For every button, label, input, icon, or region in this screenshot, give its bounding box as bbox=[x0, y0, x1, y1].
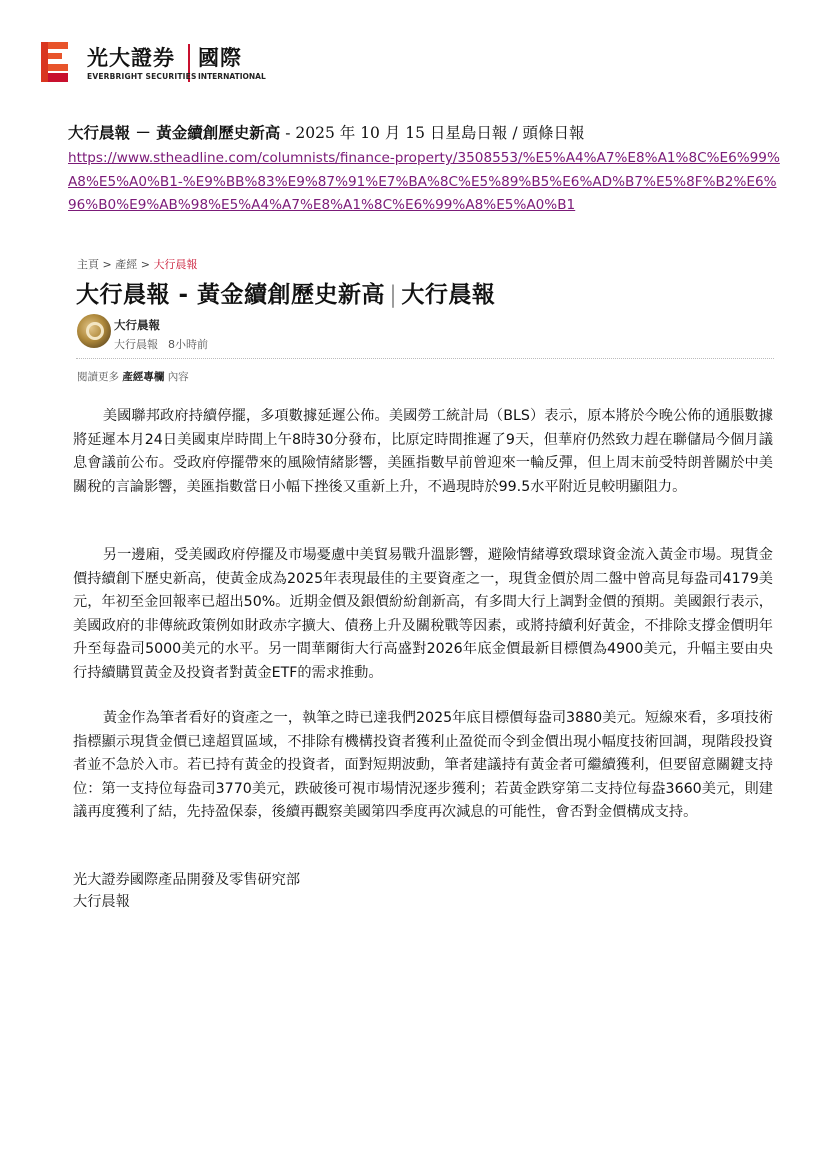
report-title: 大行晨報 － 黃金續創歷史新高 bbox=[68, 124, 281, 142]
body-paragraph-1: 美國聯邦政府持續停擺，多項數據延遲公佈。美國勞工統計局（BLS）表示，原本將於今晚公佈的通脹數據將延遲本月24日美國東岸時間上午8時30分發布，比原定時間推遲了9天，但華府仍然致力趕在聯儲局今個月議息會議前公布。受政府停擺帶來的風險情緒影響，美匯指數早前曾迎來一輪反彈，但上周末前受特朗普關於中美關稅的言論影響，美匯指數當日小幅下挫後又重新上升，不過現時於99.5水平附近見較明顯阻力。 bbox=[73, 408, 773, 495]
logo-name-en-2: INTERNATIONAL bbox=[198, 72, 266, 81]
divider bbox=[76, 358, 774, 359]
author-sub: 大行晨報 bbox=[114, 338, 158, 351]
everbright-logo-mark-icon bbox=[38, 40, 72, 84]
article-column-name: 大行晨報 bbox=[401, 282, 496, 308]
body-paragraph-2: 另一邊廂，受美國政府停擺及市場憂慮中美貿易戰升溫影響，避險情緒導致環球資金流入黃金市場。現貨金價持續創下歷史新高，使黃金成為2025年表現最佳的主要資產之一，現貨金價於周二盤中曾高見每盎司4179美元，年初至金回報率已超出50%。近期金價及銀價紛紛創新高，有多間大行上調對金價的預期。美國銀行表示，美國政府的非傳統政策例如財政赤字擴大、債務上升及關稅戰等因素，或將持續利好黃金，不排除支撐金價明年升至每盎司5000美元的水平。另一間華爾街大行高盛對2026年底金價最新目標價為4900美元，升幅主要由央行持續購買黃金及投資者對黃金ETF的需求推動。 bbox=[73, 547, 773, 681]
author-name[interactable]: 大行晨報 bbox=[114, 318, 160, 332]
breadcrumb-finance[interactable]: 產經 bbox=[115, 258, 138, 271]
title-separator: | bbox=[389, 282, 398, 308]
breadcrumb-separator: > bbox=[99, 258, 116, 271]
breadcrumb-home[interactable]: 主頁 bbox=[77, 258, 99, 271]
logo-name-cn-2: 國際 bbox=[198, 46, 242, 70]
author-avatar[interactable] bbox=[77, 314, 111, 348]
everbright-logo bbox=[38, 40, 278, 86]
article-title-text: 大行晨報 - 黃金續創歷史新高 bbox=[76, 282, 386, 308]
article-title bbox=[76, 276, 495, 309]
body-paragraph-3: 黃金作為筆者看好的資產之一，執筆之時已達我們2025年底目標價每盎司3880美元。短線來看，多項技術指標顯示現貨金價已達超買區域，不排除有機構投資者獲利止盈從而令到金價出現小幅度技術回調，現階段投資者並不急於入市。若已持有黃金的投資者，面對短期波動，筆者建議持有黃金者可繼續獲利，但要留意關鍵支持位：第一支持位每盎司3770美元，跌破後可視市場情況逐步獲利；若黃金跌穿第二支持位每盎3660美元，則建議再度獲利了結，先持盈保泰，後續再觀察美國第四季度再次減息的可能性，會否對金價構成支持。 bbox=[73, 710, 773, 821]
logo-name-en: EVERBRIGHT SECURITIES bbox=[87, 72, 197, 81]
breadcrumb-separator: > bbox=[137, 258, 154, 271]
publish-time: 8小時前 bbox=[168, 338, 208, 351]
article-link[interactable]: https://www.stheadline.com/columnists/finance-property/3508553/%E5%A4%A7%E8%A1%8C%E6%99%A8%E5%A0%B1-%E9%BB%83%E9%87%91%E7%BA%8C%E5%89%B5%E6%AD%B7%E5%8F%B2%E6%96%B0%E9%AB%98%E5%A4%A7%E8%A1%8C%E6%99%A8%E5%A0%B1 bbox=[68, 150, 780, 213]
read-more-prefix: 閱讀更多 bbox=[77, 371, 119, 383]
report-source: - 2025 年 10 月 15 日星島日報 / 頭條日報 bbox=[280, 124, 585, 142]
read-more-suffix: 內容 bbox=[167, 371, 189, 383]
breadcrumb-current[interactable]: 大行晨報 bbox=[153, 258, 198, 271]
read-more-topic-link[interactable]: 產經專欄 bbox=[122, 371, 165, 383]
breadcrumb bbox=[77, 256, 197, 272]
report-heading bbox=[68, 121, 585, 143]
logo-name-cn: 光大證券 bbox=[87, 46, 175, 70]
signature-name: 大行晨報 bbox=[73, 894, 130, 910]
read-more bbox=[77, 369, 189, 384]
article-meta bbox=[114, 336, 208, 352]
signature-department: 光大證券國際產品開發及零售研究部 bbox=[73, 872, 301, 888]
